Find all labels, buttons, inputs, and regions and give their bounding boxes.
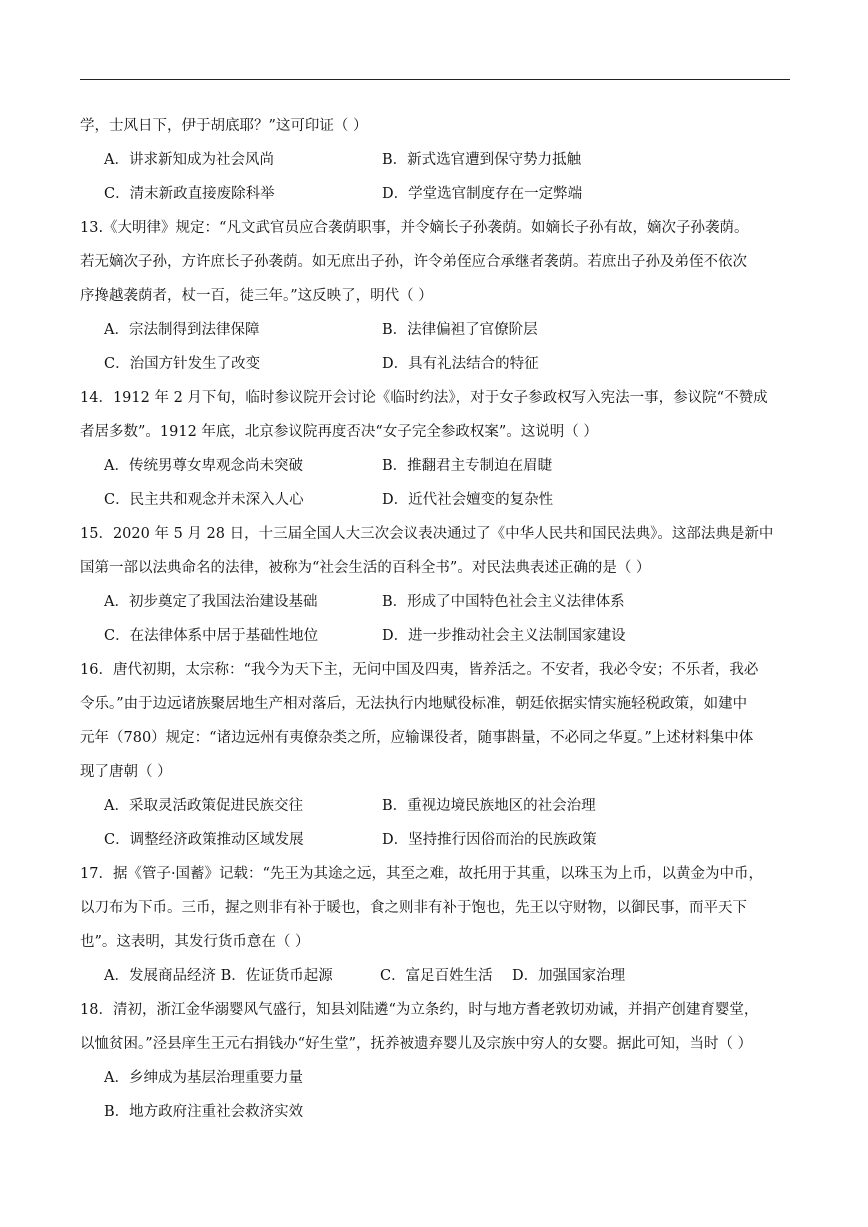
question-18-stem-line: 18．清初，浙江金华溺婴风气盛行，知县刘陆遴“为立条约，时与地方耆老敦切劝诫，并捐产创建育婴堂， (80, 1002, 759, 1018)
question-13 (80, 211, 792, 381)
options-row (80, 959, 792, 993)
option-a[interactable]: A．传统男尊女卑观念尚未突破 (104, 458, 303, 474)
options-row (80, 313, 792, 347)
option-d[interactable]: D．学堂选官制度存在一定弊端 (382, 186, 583, 202)
options-row (80, 823, 792, 857)
question-15-stem-line: 国第一部以法典命名的法律，被称为“社会生活的百科全书”。对民法典表述正确的是（ ） (80, 560, 651, 576)
option-d[interactable]: D．坚持推行因俗而治的民族政策 (382, 832, 597, 848)
option-a[interactable]: A．采取灵活政策促进民族交往 (104, 798, 303, 814)
option-a[interactable]: A．宗法制得到法律保障 (104, 322, 260, 338)
option-b[interactable]: B．形成了中国特色社会主义法律体系 (382, 594, 625, 610)
option-b[interactable]: B．重视边境民族地区的社会治理 (382, 798, 596, 814)
question-17-stem-line: 以刀布为下币。三币，握之则非有补于暖也，食之则非有补于饱也，先王以守财物，以御民事，而平天下 (80, 900, 747, 916)
question-17 (80, 857, 792, 993)
options-row (80, 585, 792, 619)
question-16-stem-line: 16．唐代初期，太宗称：“我今为天下主，无问中国及四夷，皆养活之。不安者，我必令安；不乐者，我必 (80, 662, 759, 678)
question-18-stem-line: 以恤贫困。”泾县庠生王元右捐钱办“好生堂”，抚养被遗弃婴儿及宗族中穷人的女婴。据此可知，当时（ ） (80, 1036, 753, 1052)
option-a[interactable]: A．讲求新知成为社会风尚 (104, 152, 274, 168)
option-d[interactable]: D．近代社会嬗变的复杂性 (382, 492, 554, 508)
option-b[interactable]: B．法律偏袒了官僚阶层 (382, 322, 538, 338)
question-18 (80, 993, 792, 1129)
question-16-stem-line: 现了唐朝（ ） (80, 764, 172, 780)
options-row (80, 789, 792, 823)
question-16 (80, 653, 792, 857)
question-15 (80, 517, 792, 653)
options-row (80, 177, 792, 211)
option-c[interactable]: C．清末新政直接废除科举 (104, 186, 275, 202)
option-a-b[interactable]: A．发展商品经济 B．佐证货币起源 (104, 968, 333, 984)
question-13-stem-line: 13.《大明律》规定：“凡文武官员应合袭荫职事，并令嫡长子孙袭荫。如嫡长子孙有故，嫡次子孙袭荫。 (80, 220, 749, 236)
options-row (80, 619, 792, 653)
exam-page-body (80, 109, 792, 1129)
option-b[interactable]: B．新式选官遭到保守势力抵触 (382, 152, 582, 168)
option-b[interactable]: B．推翻君主专制迫在眉睫 (382, 458, 553, 474)
question-12-stem-tail: 学，士风日下，伊于胡底耶？”这可印证（ ） (80, 118, 368, 134)
question-16-stem-line: 令乐。”由于边远诸族聚居地生产相对落后，无法执行内地赋役标准，朝廷依据实情实施轻税政策，如建中 (80, 696, 748, 712)
option-d[interactable]: D．进一步推动社会主义法制国家建设 (382, 628, 626, 644)
option-d[interactable]: D．加强国家治理 (512, 968, 626, 984)
option-b[interactable]: B．地方政府注重社会救济实效 (104, 1104, 304, 1120)
question-12 (80, 109, 792, 211)
option-d[interactable]: D．具有礼法结合的特征 (382, 356, 539, 372)
header-rule (80, 79, 790, 80)
question-14-stem-line: 者居多数”。1912 年底，北京参议院再度否决“女子完全参政权案”。这说明（ ） (80, 424, 598, 440)
question-16-stem-line: 元年（780）规定：“诸边远州有夷僚杂类之所，应输课役者，随事斟量，不必同之华夏。”上述材料集中体 (80, 730, 754, 746)
option-c[interactable]: C．调整经济政策推动区域发展 (104, 832, 304, 848)
options-row (80, 449, 792, 483)
options-row (80, 483, 792, 517)
question-17-stem-line: 也”。这表明，其发行货币意在（ ） (80, 934, 310, 950)
option-c[interactable]: C．在法律体系中居于基础性地位 (104, 628, 319, 644)
question-14-stem-line: 14．1912 年 2 月下旬，临时参议院开会讨论《临时约法》，对于女子参政权写入宪法一事，参议院“不赞成 (80, 390, 768, 406)
question-14 (80, 381, 792, 517)
question-13-stem-line: 若无嫡次子孙，方许庶长子孙袭荫。如无庶出子孙，许令弟侄应合承继者袭荫。若庶出子孙及弟侄不依次 (80, 254, 747, 270)
question-15-stem-line: 15．2020 年 5 月 28 日，十三届全国人大三次会议表决通过了《中华人民共和国民法典》。这部法典是新中 (80, 526, 774, 542)
question-17-stem-line: 17．据《管子·国蓄》记载：“先王为其途之远，其至之难，故托用于其重，以珠玉为上币，以黄金为中币， (80, 866, 763, 882)
option-c[interactable]: C．富足百姓生活 (380, 968, 493, 984)
option-c[interactable]: C．治国方针发生了改变 (104, 356, 261, 372)
option-a[interactable]: A．乡绅成为基层治理重要力量 (104, 1070, 303, 1086)
options-row (80, 143, 792, 177)
option-a[interactable]: A．初步奠定了我国法治建设基础 (104, 594, 318, 610)
options-row (80, 347, 792, 381)
question-13-stem-line: 序搀越袭荫者，杖一百，徒三年。”这反映了，明代（ ） (80, 288, 433, 304)
option-c[interactable]: C．民主共和观念并未深入人心 (104, 492, 304, 508)
